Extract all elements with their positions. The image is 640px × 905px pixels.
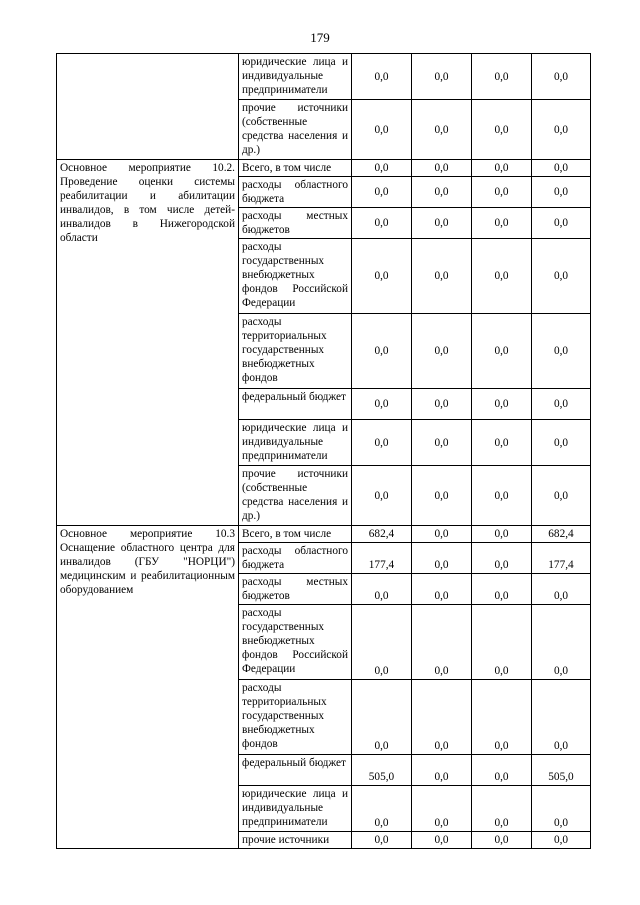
value-cell: 0,0 [472,832,532,849]
source-cell: Всего, в том числе [239,526,352,543]
value-cell: 0,0 [532,100,591,160]
value-cell: 0,0 [472,208,532,239]
value-cell: 0,0 [472,160,532,177]
value-cell: 0,0 [532,208,591,239]
value-cell: 0,0 [352,786,412,832]
value-cell: 0,0 [352,160,412,177]
value-cell: 0,0 [532,786,591,832]
value-cell: 0,0 [412,314,472,389]
value-cell: 0,0 [352,574,412,605]
value-cell: 0,0 [352,177,412,208]
value-cell: 0,0 [472,605,532,680]
value-cell: 0,0 [472,239,532,314]
source-cell: расходы государственных внебюджетных фондов Российской Федерации [239,239,352,314]
value-cell: 0,0 [412,100,472,160]
value-cell: 0,0 [352,420,412,466]
value-cell: 0,0 [352,208,412,239]
value-cell: 0,0 [412,466,472,526]
source-cell: юридические лица и индивидуальные предприниматели [239,420,352,466]
measure-cell [57,54,239,160]
value-cell: 0,0 [532,420,591,466]
value-cell: 0,0 [472,755,532,786]
source-cell: расходы территориальных государственных внебюджетных фондов [239,680,352,755]
value-cell: 0,0 [352,680,412,755]
value-cell: 0,0 [352,100,412,160]
value-cell: 0,0 [532,54,591,100]
funding-table [56,53,591,849]
value-cell: 0,0 [472,466,532,526]
measure-cell: Основное мероприятие 10.3 Оснащение областного центра для инвалидов (ГБУ "НОРЦИ") медицинским и реабилитационным оборудованием [57,526,239,849]
value-cell: 0,0 [412,239,472,314]
section-measure-10-2 [57,160,591,526]
value-cell: 0,0 [352,314,412,389]
value-cell: 0,0 [532,574,591,605]
value-cell: 505,0 [532,755,591,786]
value-cell: 0,0 [472,680,532,755]
value-cell: 682,4 [532,526,591,543]
source-cell: расходы территориальных государственных внебюджетных фондов [239,314,352,389]
section-measure-10-3 [57,526,591,849]
value-cell: 0,0 [472,314,532,389]
value-cell: 0,0 [412,420,472,466]
value-cell: 0,0 [472,526,532,543]
value-cell: 177,4 [532,543,591,574]
table-row [57,160,591,177]
value-cell: 0,0 [532,177,591,208]
value-cell: 177,4 [352,543,412,574]
measure-cell: Основное мероприятие 10.2. Проведение оценки системы реабилитации и абилитации инвалидов, в том числе детей-инвалидов в Нижегородской области [57,160,239,526]
value-cell: 682,4 [352,526,412,543]
source-cell: расходы местных бюджетов [239,574,352,605]
source-cell: прочие источники (собственные средства населения и др.) [239,466,352,526]
value-cell: 0,0 [532,160,591,177]
value-cell: 0,0 [412,526,472,543]
value-cell: 0,0 [352,466,412,526]
value-cell: 0,0 [352,389,412,420]
value-cell: 0,0 [472,54,532,100]
source-cell: прочие источники [239,832,352,849]
value-cell: 0,0 [352,605,412,680]
value-cell: 0,0 [412,755,472,786]
value-cell: 0,0 [472,543,532,574]
value-cell: 0,0 [412,208,472,239]
source-cell: расходы областного бюджета [239,177,352,208]
value-cell: 0,0 [412,605,472,680]
value-cell: 0,0 [472,420,532,466]
value-cell: 0,0 [352,54,412,100]
source-cell: прочие источники (собственные средства населения и др.) [239,100,352,160]
value-cell: 0,0 [472,177,532,208]
value-cell: 0,0 [412,389,472,420]
value-cell: 0,0 [532,466,591,526]
value-cell: 0,0 [472,100,532,160]
value-cell: 0,0 [532,314,591,389]
source-cell: расходы областного бюджета [239,543,352,574]
value-cell: 505,0 [352,755,412,786]
source-cell: юридические лица и индивидуальные предприниматели [239,54,352,100]
page-number: 179 [310,30,330,45]
value-cell: 0,0 [532,605,591,680]
value-cell: 0,0 [532,832,591,849]
source-cell: юридические лица и индивидуальные предприниматели [239,786,352,832]
value-cell: 0,0 [412,786,472,832]
value-cell: 0,0 [412,54,472,100]
source-cell: расходы местных бюджетов [239,208,352,239]
value-cell: 0,0 [472,574,532,605]
value-cell: 0,0 [472,786,532,832]
value-cell: 0,0 [412,543,472,574]
table-row [57,526,591,543]
source-cell: расходы государственных внебюджетных фондов Российской Федерации [239,605,352,680]
source-cell: Всего, в том числе [239,160,352,177]
value-cell: 0,0 [352,239,412,314]
value-cell: 0,0 [412,680,472,755]
value-cell: 0,0 [532,680,591,755]
value-cell: 0,0 [412,177,472,208]
source-cell: федеральный бюджет [239,389,352,420]
table-row [57,54,591,100]
value-cell: 0,0 [472,389,532,420]
value-cell: 0,0 [352,832,412,849]
value-cell: 0,0 [412,160,472,177]
section-continued [57,54,591,160]
value-cell: 0,0 [412,832,472,849]
source-cell: федеральный бюджет [239,755,352,786]
value-cell: 0,0 [532,239,591,314]
value-cell: 0,0 [532,389,591,420]
value-cell: 0,0 [412,574,472,605]
